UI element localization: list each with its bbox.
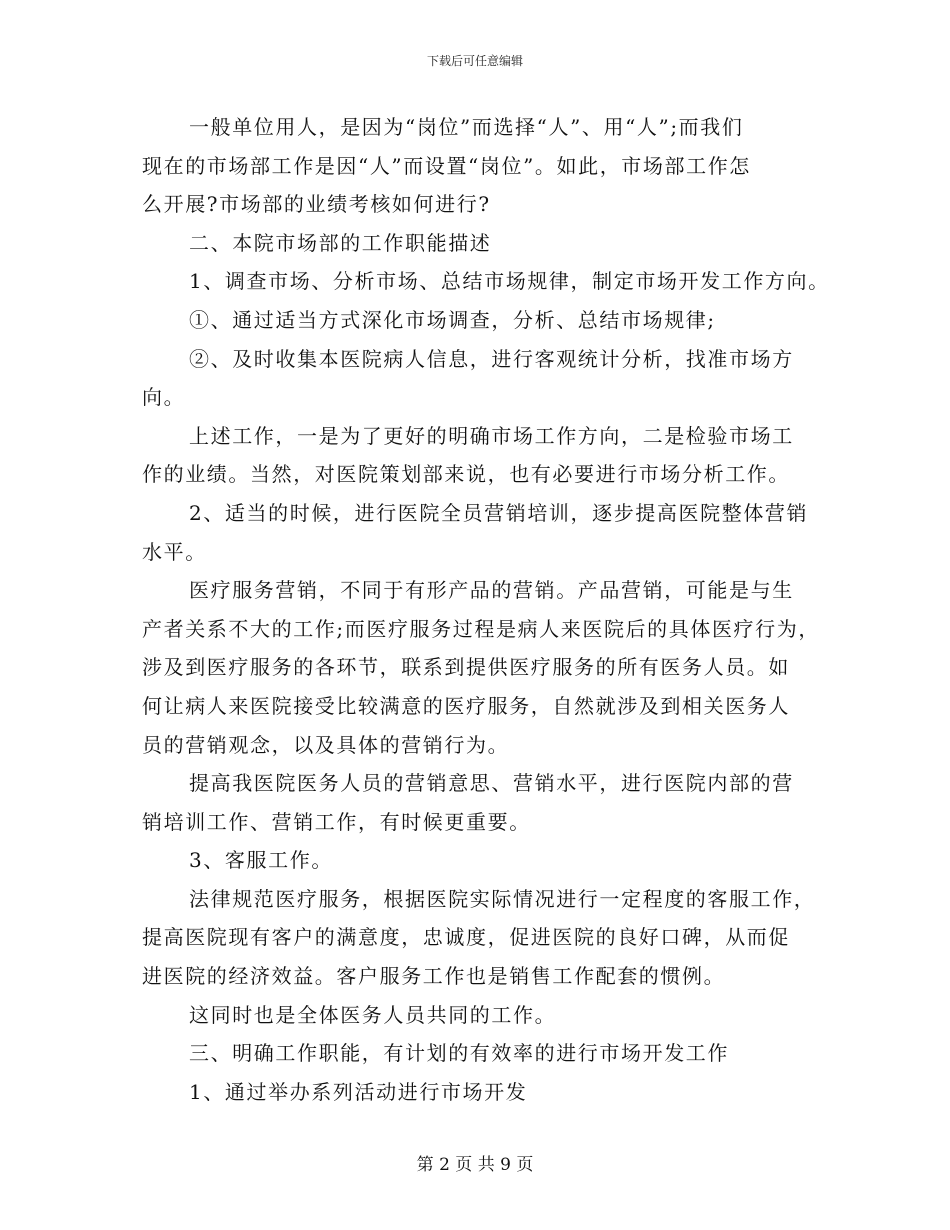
- paragraph-line: 么开展?市场部的业绩考核如何进行?: [142, 192, 491, 217]
- paragraph-line: 法律规范医疗服务，根据医院实际情况进行一定程度的客服工作，: [189, 886, 816, 911]
- paragraph-line: 进医院的经济效益。客户服务工作也是销售工作配套的惯例。: [142, 964, 726, 989]
- paragraph-line: ①、通过适当方式深化市场调查，分析、总结市场规律;: [189, 307, 716, 332]
- page-header: 下载后可任意编辑: [426, 54, 523, 68]
- paragraph-line: 一般单位用人，是因为“岗位”而选择“人”、用“人”;而我们: [189, 115, 744, 139]
- paragraph-line: ②、及时收集本医院病人信息，进行客观统计分析，找准市场方: [189, 346, 794, 371]
- paragraph-line: 水平。: [142, 539, 207, 564]
- paragraph-line: 提高医院现有客户的满意度，忠诚度，促进医院的良好口碑，从而促: [142, 925, 790, 950]
- paragraph-line: 2、适当的时候，进行医院全员营销培训，逐步提高医院整体营销: [189, 500, 809, 525]
- paragraph-line: 员的营销观念，以及具体的营销行为。: [142, 732, 510, 757]
- document-body: [142, 108, 830, 1111]
- section-heading: 三、明确工作职能，有计划的有效率的进行市场开发工作: [189, 1041, 729, 1066]
- paragraph-line: 1、通过举办系列活动进行市场开发: [189, 1079, 528, 1104]
- paragraph-line: 向。: [142, 385, 186, 410]
- section-heading: 二、本院市场部的工作职能描述: [189, 230, 492, 255]
- paragraph-line: 1、调查市场、分析市场、总结市场规律，制定市场开发工作方向。: [189, 269, 830, 294]
- page-number: 第 2 页 共 9 页: [416, 1155, 534, 1175]
- paragraph-line: 何让病人来医院接受比较满意的医疗服务，自然就涉及到相关医务人: [142, 693, 790, 718]
- paragraph-line: 作的业绩。当然，对医院策划部来说，也有必要进行市场分析工作。: [142, 462, 790, 487]
- paragraph-line: 3、客服工作。: [189, 848, 333, 873]
- paragraph-line: 产者关系不大的工作;而医疗服务过程是病人来医院后的具体医疗行为，: [142, 616, 820, 641]
- paragraph-line: 销培训工作、营销工作，有时候更重要。: [142, 809, 531, 834]
- paragraph-line: 提高我医院医务人员的营销意思、营销水平，进行医院内部的营: [189, 771, 794, 796]
- paragraph-line: 涉及到医疗服务的各环节，联系到提供医疗服务的所有医务人员。如: [142, 655, 790, 680]
- paragraph-line: 医疗服务营销，不同于有形产品的营销。产品营销，可能是与生: [189, 578, 794, 603]
- paragraph-line: 现在的市场部工作是因“人”而设置“岗位”。如此，市场部工作怎: [142, 153, 751, 178]
- paragraph-line: 这同时也是全体医务人员共同的工作。: [189, 1002, 557, 1027]
- paragraph-line: 上述工作，一是为了更好的明确市场工作方向，二是检验市场工: [189, 423, 794, 448]
